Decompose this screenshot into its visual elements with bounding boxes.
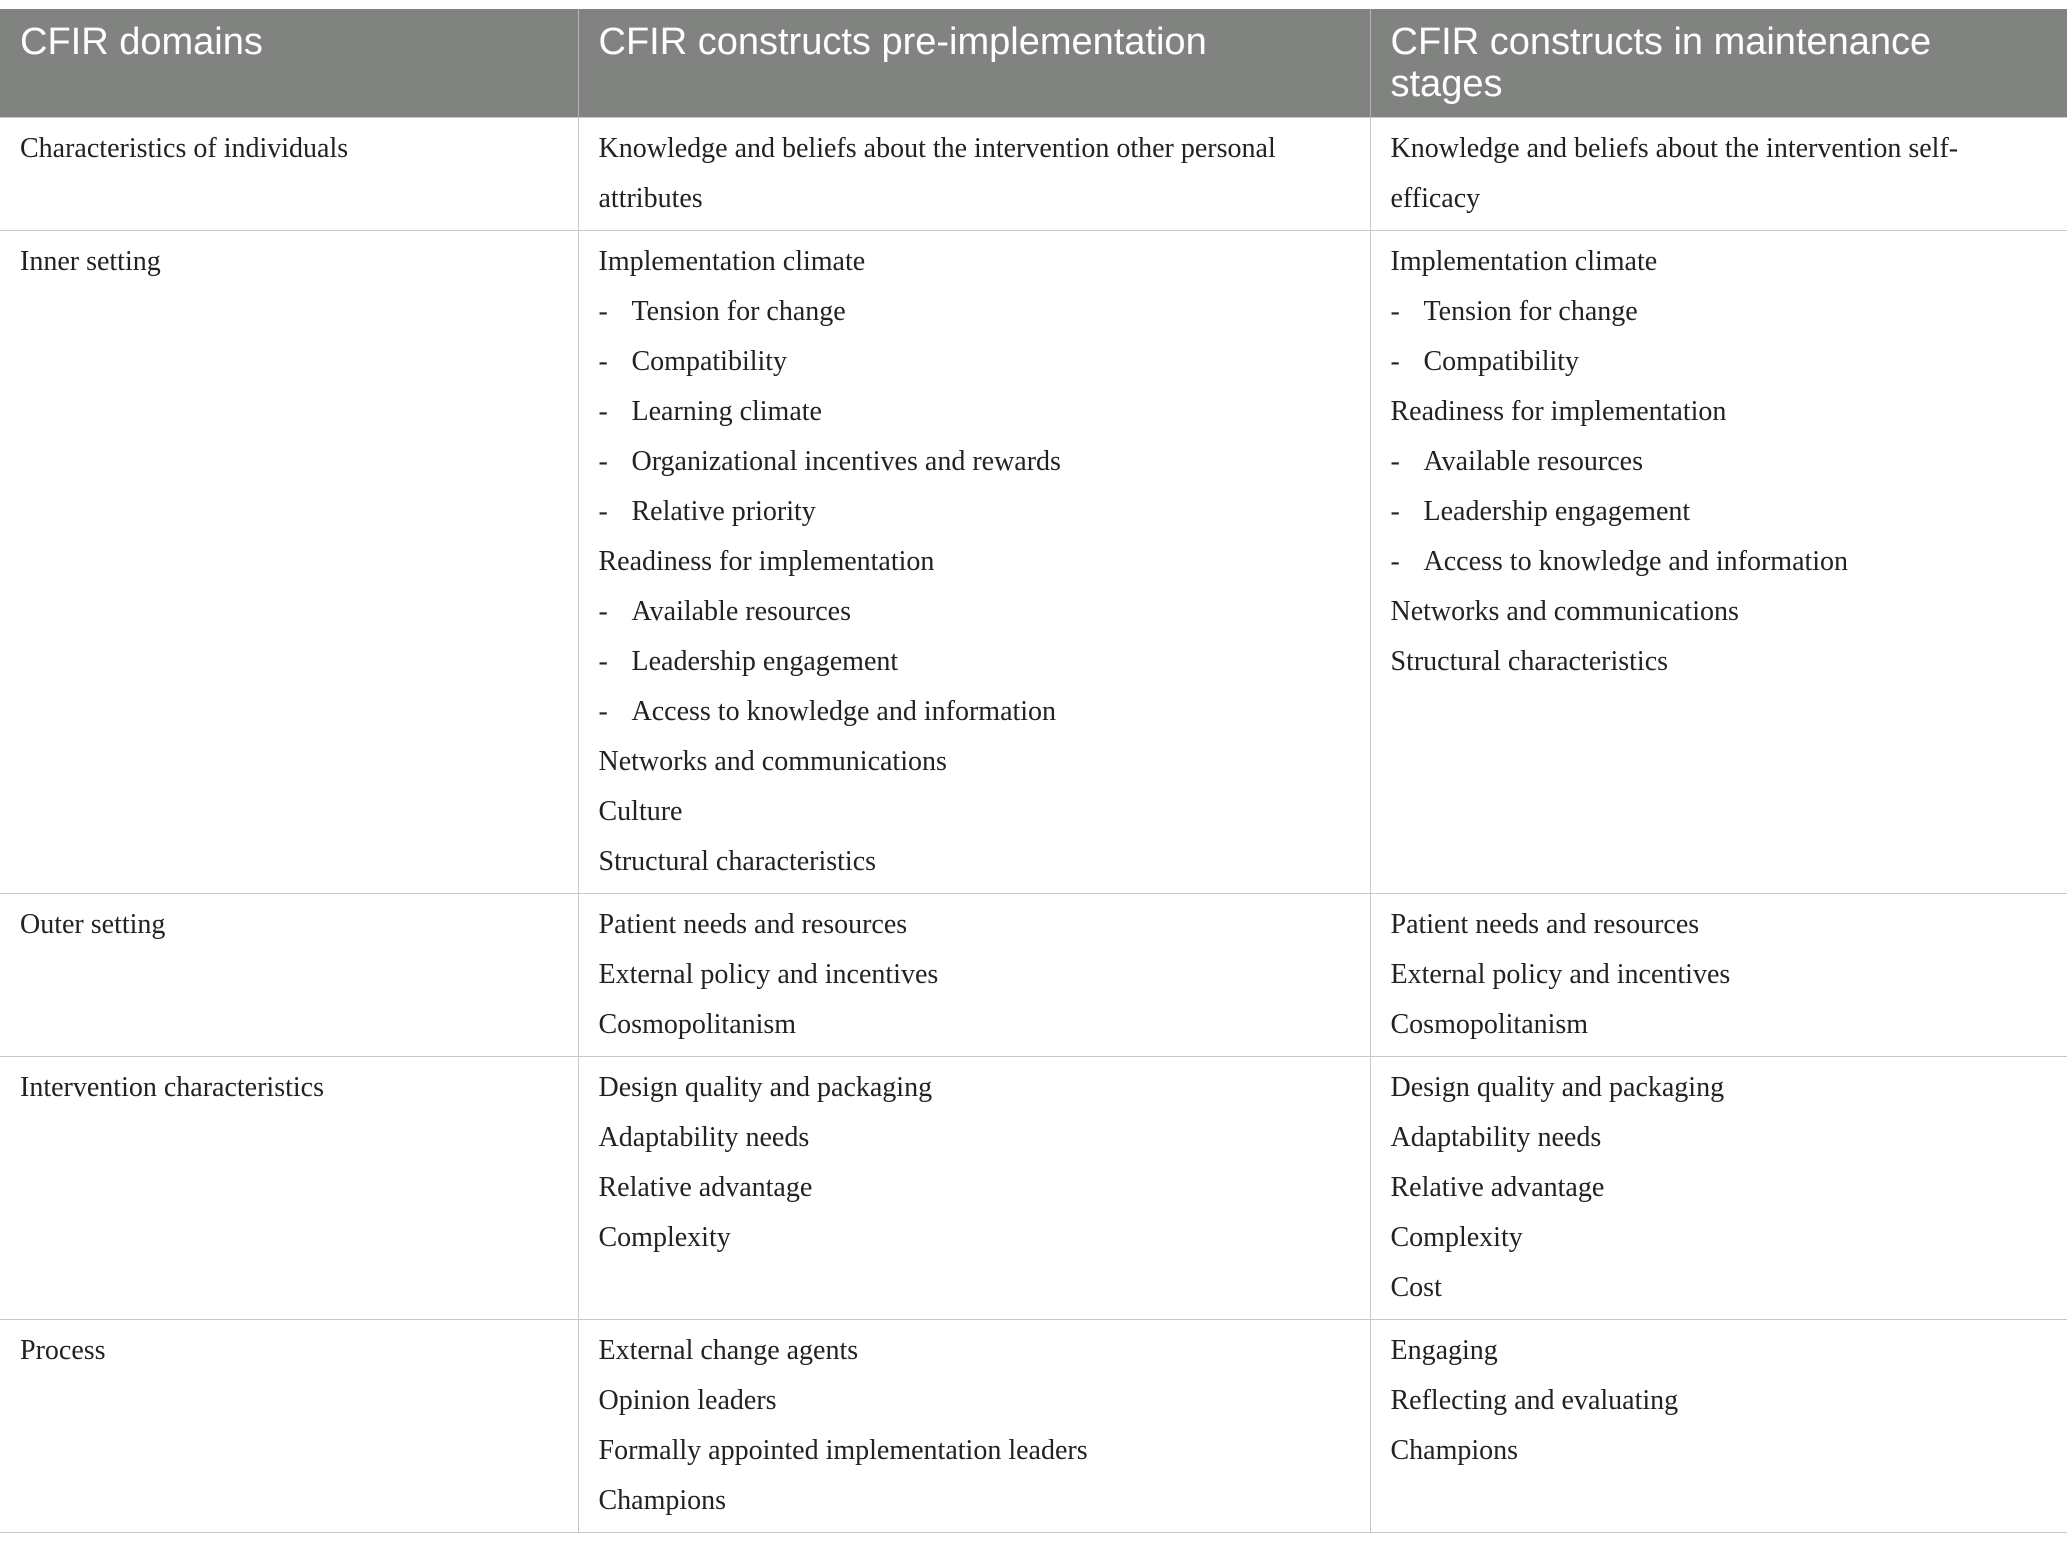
sub-construct-item	[599, 487, 1350, 537]
header-maintenance-stages: CFIR constructs in maintenance stages	[1370, 9, 2067, 118]
sub-construct-item	[1391, 487, 2047, 537]
construct-item: Design quality and packaging	[1390, 1072, 1725, 1103]
dash-bullet-icon: -	[598, 446, 608, 477]
construct-item: Adaptability needs	[1390, 1122, 1602, 1153]
sub-construct-label: Tension for change	[631, 296, 846, 327]
dash-bullet-icon: -	[598, 596, 608, 627]
construct-item: Complexity	[1390, 1222, 1523, 1253]
table-row	[0, 231, 2067, 894]
sub-construct-label: Compatibility	[1423, 346, 1580, 377]
sub-construct-item	[1391, 537, 2047, 587]
construct-item: Reflecting and evaluating	[1390, 1385, 1679, 1416]
table-row	[0, 894, 2067, 1057]
domain-label: Characteristics of individuals	[20, 133, 349, 164]
construct-item: Opinion leaders	[598, 1385, 777, 1416]
cfir-table-container	[0, 9, 2067, 1533]
table-row	[0, 118, 2067, 231]
construct-item: Readiness for implementation	[598, 546, 935, 577]
dash-bullet-icon: -	[598, 646, 608, 677]
dash-bullet-icon: -	[1390, 546, 1400, 577]
maintenance-cell	[1370, 1320, 2067, 1533]
domain-label: Intervention characteristics	[20, 1072, 324, 1103]
sub-construct-item	[599, 687, 1350, 737]
construct-item: Formally appointed implementation leaders	[598, 1435, 1088, 1466]
table-header	[0, 9, 2067, 118]
construct-item: Cost	[1390, 1272, 1442, 1303]
domain-cell	[0, 894, 578, 1057]
construct-item: Structural characteristics	[598, 846, 877, 877]
dash-bullet-icon: -	[598, 496, 608, 527]
maintenance-cell	[1370, 1057, 2067, 1320]
construct-item: Patient needs and resources	[598, 909, 908, 940]
construct-item: Cosmopolitanism	[1390, 1009, 1589, 1040]
construct-item: Implementation climate	[598, 246, 866, 277]
construct-item: Knowledge and beliefs about the intervention self-efficacy	[1390, 133, 1959, 214]
dash-bullet-icon: -	[598, 296, 608, 327]
construct-item: Networks and communications	[598, 746, 947, 777]
construct-item: Implementation climate	[1390, 246, 1658, 277]
dash-bullet-icon: -	[1390, 496, 1400, 527]
header-row	[0, 9, 2067, 118]
pre-implementation-cell	[578, 231, 1370, 894]
domain-cell	[0, 231, 578, 894]
pre-implementation-cell	[578, 118, 1370, 231]
domain-label: Outer setting	[20, 909, 166, 940]
sub-construct-item	[1391, 337, 2047, 387]
table-row	[0, 1320, 2067, 1533]
sub-construct-label: Access to knowledge and information	[1423, 546, 1849, 577]
construct-item: Knowledge and beliefs about the intervention other personal attributes	[598, 133, 1276, 214]
cfir-table	[0, 9, 2067, 1533]
sub-construct-label: Relative priority	[631, 496, 816, 527]
pre-implementation-cell	[578, 1320, 1370, 1533]
construct-item: External change agents	[598, 1335, 859, 1366]
domain-label: Process	[20, 1335, 106, 1366]
dash-bullet-icon: -	[1390, 346, 1400, 377]
construct-item: Design quality and packaging	[598, 1072, 933, 1103]
construct-item: Patient needs and resources	[1390, 909, 1700, 940]
construct-item: Engaging	[1390, 1335, 1498, 1366]
construct-item: Champions	[1390, 1435, 1519, 1466]
pre-implementation-cell	[578, 1057, 1370, 1320]
sub-construct-label: Tension for change	[1423, 296, 1638, 327]
domain-cell	[0, 1057, 578, 1320]
construct-item: Champions	[598, 1485, 727, 1516]
table-body	[0, 118, 2067, 1533]
construct-item: Relative advantage	[1390, 1172, 1605, 1203]
sub-construct-label: Leadership engagement	[631, 646, 899, 677]
sub-construct-item	[599, 287, 1350, 337]
dash-bullet-icon: -	[598, 346, 608, 377]
domain-cell	[0, 1320, 578, 1533]
sub-construct-label: Access to knowledge and information	[631, 696, 1057, 727]
dash-bullet-icon: -	[598, 396, 608, 427]
header-pre-implementation: CFIR constructs pre-implementation	[578, 9, 1370, 118]
maintenance-cell	[1370, 118, 2067, 231]
pre-implementation-cell	[578, 894, 1370, 1057]
domain-label: Inner setting	[20, 246, 161, 277]
sub-construct-label: Organizational incentives and rewards	[631, 446, 1061, 477]
construct-item: Networks and communications	[1390, 596, 1739, 627]
maintenance-cell	[1370, 894, 2067, 1057]
table-row	[0, 1057, 2067, 1320]
construct-item: Complexity	[598, 1222, 731, 1253]
construct-item: External policy and incentives	[1390, 959, 1731, 990]
sub-construct-item	[1391, 287, 2047, 337]
construct-item: Relative advantage	[598, 1172, 813, 1203]
construct-item: External policy and incentives	[598, 959, 939, 990]
sub-construct-label: Available resources	[631, 596, 851, 627]
sub-construct-item	[599, 387, 1350, 437]
maintenance-cell	[1370, 231, 2067, 894]
sub-construct-label: Learning climate	[631, 396, 822, 427]
sub-construct-label: Compatibility	[631, 346, 788, 377]
sub-construct-label: Leadership engagement	[1423, 496, 1691, 527]
dash-bullet-icon: -	[1390, 446, 1400, 477]
construct-item: Culture	[598, 796, 683, 827]
domain-cell	[0, 118, 578, 231]
construct-item: Cosmopolitanism	[598, 1009, 797, 1040]
sub-construct-item	[599, 587, 1350, 637]
dash-bullet-icon: -	[598, 696, 608, 727]
sub-construct-item	[599, 337, 1350, 387]
construct-item: Readiness for implementation	[1390, 396, 1727, 427]
construct-item: Structural characteristics	[1390, 646, 1669, 677]
sub-construct-label: Available resources	[1423, 446, 1643, 477]
sub-construct-item	[1391, 437, 2047, 487]
dash-bullet-icon: -	[1390, 296, 1400, 327]
sub-construct-item	[599, 637, 1350, 687]
header-cfir-domains: CFIR domains	[0, 9, 578, 118]
sub-construct-item	[599, 437, 1350, 487]
construct-item: Adaptability needs	[598, 1122, 810, 1153]
